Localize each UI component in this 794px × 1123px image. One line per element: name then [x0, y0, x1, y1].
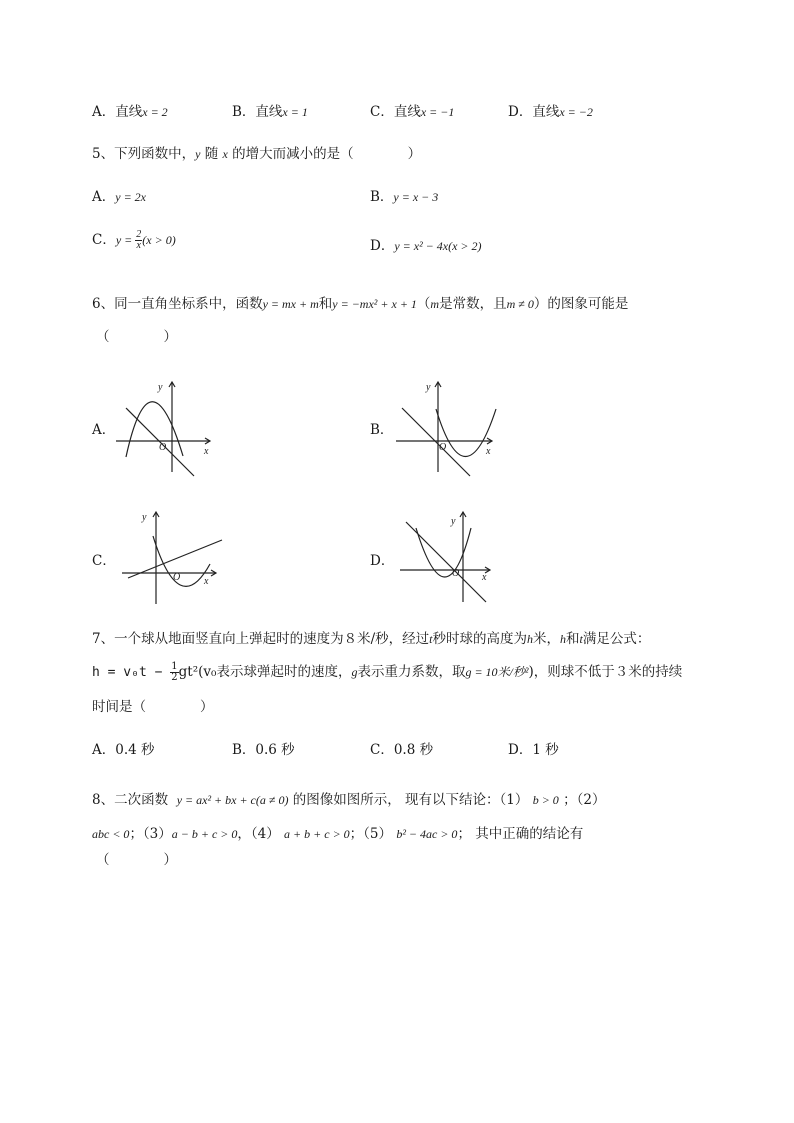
line-graph	[126, 408, 194, 476]
q7-option-a: A．0.4 秒	[92, 742, 155, 758]
x-axis-label: x	[486, 446, 491, 457]
graph-a	[112, 376, 222, 476]
q5-option-d: D．y = x² − 4x(x > 2)	[370, 238, 482, 254]
q5-option-a: A．y = 2x	[92, 189, 146, 205]
q8-answer-paren: （ ）	[96, 852, 177, 868]
q7-line-3: 时间是（ ）	[92, 699, 214, 715]
fraction-half: $\frac{1}{2}$	[171, 661, 178, 683]
x-axis-label: x	[482, 572, 487, 583]
q6-answer-paren: （ ）	[96, 329, 177, 345]
graph-b	[392, 376, 502, 476]
graph-c	[118, 506, 228, 606]
q5-option-c: C．y = $\frac{2}{x}$ (x > 0)	[92, 229, 176, 251]
parabola	[153, 536, 210, 586]
y-axis-label: y	[451, 516, 456, 527]
x-axis-label: x	[204, 446, 209, 457]
q4-option-a: A．直线x = 2	[92, 104, 168, 120]
parabola	[126, 402, 183, 457]
q6-option-d-label: D．	[370, 553, 395, 569]
y-axis-label: y	[426, 382, 431, 393]
y-axis-label: y	[158, 382, 163, 393]
origin-label: O	[173, 572, 181, 583]
origin-label: O	[452, 568, 460, 579]
graph-d	[396, 506, 506, 606]
q5-option-b: B．y = x − 3	[370, 189, 439, 205]
q7-option-c: C．0.8 秒	[370, 742, 434, 758]
q7-option-d: D．1 秒	[508, 742, 559, 758]
origin-label: O	[159, 442, 167, 453]
origin-label: O	[439, 442, 447, 453]
q4-option-b: B．直线x = 1	[232, 104, 308, 120]
q5-stem: 5、下列函数中，y 随 x 的增大而减小的是（ ）	[92, 146, 422, 162]
fraction: $\frac{2}{x}$	[136, 229, 142, 251]
q4-option-d: D．直线x = −2	[508, 104, 593, 120]
x-axis-label: x	[204, 576, 209, 587]
q6-option-a-label: A．	[92, 422, 116, 438]
q7-option-b: B．0.6 秒	[232, 742, 295, 758]
y-axis-label: y	[142, 512, 147, 523]
line-graph	[406, 522, 486, 602]
q6-stem: 6、同一直角坐标系中，函数y = mx + m和y = −mx² + x + 1（m是常数，且m ≠ 0）的图象可能是	[92, 296, 629, 312]
q7-line-2: h = v₀t − $\frac{1}{2}$ gt²(v₀表示球弹起时的速度，g表示重力系数，取g = 10米/秒²)，则球不低于３米的持续	[92, 661, 683, 683]
q6-option-b-label: B．	[370, 422, 394, 438]
q6-option-c-label: C．	[92, 553, 116, 569]
q4-option-c: C．直线x = −1	[370, 104, 455, 120]
q7-line-1: 7、一个球从地面竖直向上弹起时的速度为８米/秒，经过t秒时球的高度为h米，h和t满足公式：	[92, 631, 651, 647]
q8-line-1: 8、二次函数 y = ax² + bx + c(a ≠ 0) 的图像如图所示， 现有以下结论：（1） b > 0 ；（2）	[92, 792, 606, 808]
q8-line-2: abc < 0；（3）a − b + c > 0，（4） a + b + c > 0；（5） b² − 4ac > 0； 其中正确的结论有	[92, 826, 584, 842]
line-graph	[402, 408, 470, 476]
